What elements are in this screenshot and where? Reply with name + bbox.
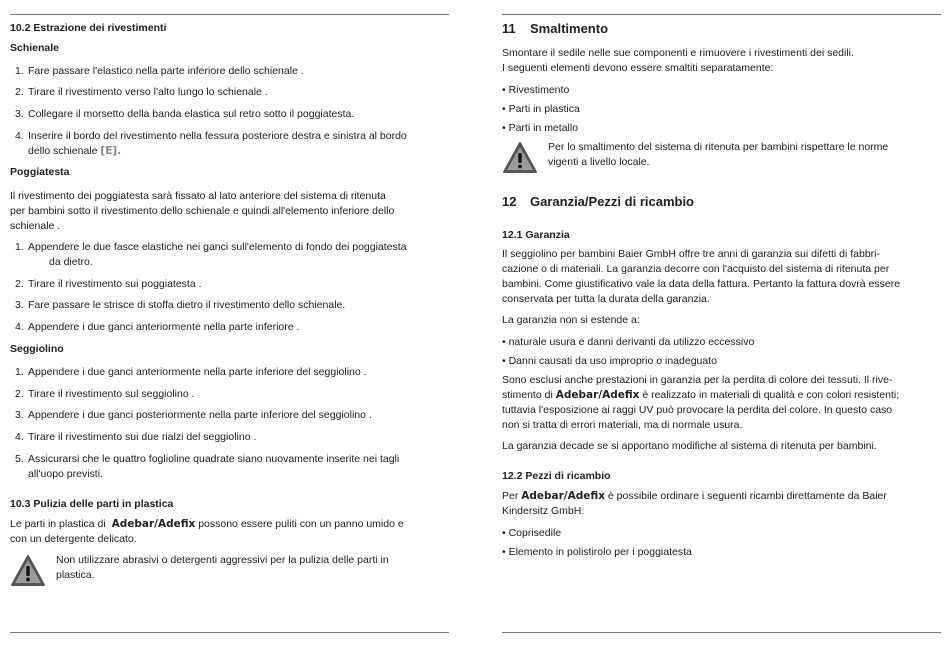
paragraph-line: I seguenti elementi devono essere smaltiti separatamente: — [502, 62, 774, 74]
list-item: 3. Collegare il morsetto della banda elastica sul retro sotto il poggiatesta. — [15, 108, 355, 120]
list-item-continuation: dello schienale [E]. — [28, 145, 122, 157]
list-item: 4. Inserire il bordo del rivestimento nella fessura posteriore destra e sinistra al bordo — [15, 130, 407, 142]
bottom-rule — [502, 632, 941, 633]
paragraph-line: La garanzia decade se si apportano modifiche al sistema di ritenuta per bambini. — [502, 440, 877, 452]
bullet-item: • Danni causati da uso improprio o inadeguato — [502, 355, 717, 367]
warning-text: Per lo smaltimento del sistema di ritenuta per bambini rispettare le norme — [548, 141, 889, 153]
list-item: 5. Assicurarsi che le quattro foglioline quadrate siano nuovamente inserite nei tagli — [15, 453, 400, 465]
paragraph-line: Kindersitz GmbH: — [502, 505, 585, 517]
list-item-continuation: all'uopo previsti. — [28, 468, 103, 480]
section-12-title: 12 Garanzia/Pezzi di ricambio — [502, 194, 694, 209]
paragraph-line: cazione o di materiali. La garanzia decorre con l'acquisto del sistema di ritenuta per — [502, 263, 890, 275]
paragraph-line: Per Adebar/Adefix è possibile ordinare i seguenti ricambi direttamente da Baier — [502, 490, 887, 502]
list-item: 2. Tirare il rivestimento sul seggiolino . — [15, 388, 195, 400]
list-item: 1. Appendere le due fasce elastiche nei ganci sull'elemento di fondo dei poggiatesta — [15, 241, 407, 253]
bullet-item: • Rivestimento — [502, 84, 570, 96]
paragraph-line: bambini. Come giustificativo vale la data della fattura. Pertanto la fattura dovrà essere — [502, 278, 901, 290]
warning-icon — [502, 141, 538, 174]
bullet-item: • Parti in metallo — [502, 122, 579, 134]
paragraph-line: Il rivestimento dei poggiatesta sarà fissato al lato anteriore del sistema di ritenuta — [10, 190, 386, 202]
section-12-1-title: 12.1 Garanzia — [502, 229, 570, 241]
section-12-2-title: 12.2 Pezzi di ricambio — [502, 470, 611, 482]
paragraph-line: Le parti in plastica di Adebar/Adefix possono essere puliti con un panno umido e — [10, 518, 404, 530]
top-rule — [502, 14, 941, 15]
paragraph-line: stimento di Adebar/Adefix è realizzato in materiali di qualità e con colori resistenti; — [502, 389, 900, 401]
warning-text: Non utilizzare abrasivi o detergenti aggressivi per la pulizia delle parti in — [56, 554, 389, 566]
paragraph-line: Sono esclusi anche prestazioni in garanzia per la perdita di colore dei tessuti. Il rive- — [502, 374, 893, 386]
bullet-item: • Coprisedile — [502, 527, 562, 539]
schienale-heading: Schienale — [10, 42, 60, 54]
paragraph-line: schienale . — [10, 220, 61, 232]
list-item: 4. Appendere i due ganci anteriormente nella parte inferiore . — [15, 321, 300, 333]
paragraph-line: non si tratta di errori materiali, ma di normale usura. — [502, 419, 743, 431]
list-item: 1. Appendere i due ganci anteriormente nella parte inferiore del seggiolino . — [15, 366, 367, 378]
list-item: 1. Fare passare l'elastico nella parte inferiore dello schienale . — [15, 65, 304, 77]
section-10-2-title: 10.2 Estrazione dei rivestimenti — [10, 22, 167, 34]
warning-icon — [10, 554, 46, 587]
paragraph-line: Smontare il sedile nelle sue componenti e rimuovere i rivestimenti dei sedili. — [502, 47, 854, 59]
figure-reference: [E]. — [100, 145, 122, 157]
bullet-item: • naturale usura e danni derivanti da utilizzo eccessivo — [502, 336, 755, 348]
brand-name: Adebar/Adefix — [111, 518, 196, 530]
bullet-item: • Parti in plastica — [502, 103, 580, 115]
brand-name: Adebar/Adefix — [521, 490, 605, 502]
paragraph-line: Il seggiolino per bambini Baier GmbH offre tre anni di garanzia sui difetti di fabbri- — [502, 248, 880, 260]
list-item: 2. Tirare il rivestimento sui poggiatesta . — [15, 278, 202, 290]
list-item: 4. Tirare il rivestimento sui due rialzi del seggiolino . — [15, 431, 257, 443]
list-item: 3. Appendere i due ganci posteriormente nella parte inferiore del seggiolino . — [15, 409, 372, 421]
list-item-continuation: da dietro. — [49, 256, 93, 268]
list-item: 3. Fare passare le strisce di stoffa dietro il rivestimento dello schienale. — [15, 299, 346, 311]
seggiolino-heading: Seggiolino — [10, 343, 64, 355]
top-rule — [10, 14, 449, 15]
warning-text: vigenti a livello locale. — [548, 156, 650, 168]
paragraph-line: con un detergente delicato. — [10, 533, 137, 545]
bullet-item: • Elemento in polistirolo per i poggiatesta — [502, 546, 692, 558]
right-page — [502, 0, 941, 649]
brand-name: Adebar/Adefix — [555, 389, 640, 401]
paragraph-line: conservata per tutta la durata della garanzia. — [502, 293, 710, 305]
section-11-title: 11 Smaltimento — [502, 21, 609, 36]
paragraph-line: tuttavia l'esposizione ai raggi UV può provocare la perdita del colore. In questo caso — [502, 404, 893, 416]
section-10-3-title: 10.3 Pulizia delle parti in plastica — [10, 498, 174, 510]
warning-text: plastica. — [56, 569, 95, 581]
paragraph-line: La garanzia non si estende a: — [502, 314, 640, 326]
bottom-rule — [10, 632, 449, 633]
list-item: 2. Tirare il rivestimento verso l'alto lungo lo schienale . — [15, 86, 268, 98]
poggiatesta-heading: Poggiatesta — [10, 166, 70, 178]
paragraph-line: per bambini sotto il rivestimento dello schienale e quindi all'elemento inferiore dello — [10, 205, 395, 217]
left-page — [10, 0, 449, 649]
